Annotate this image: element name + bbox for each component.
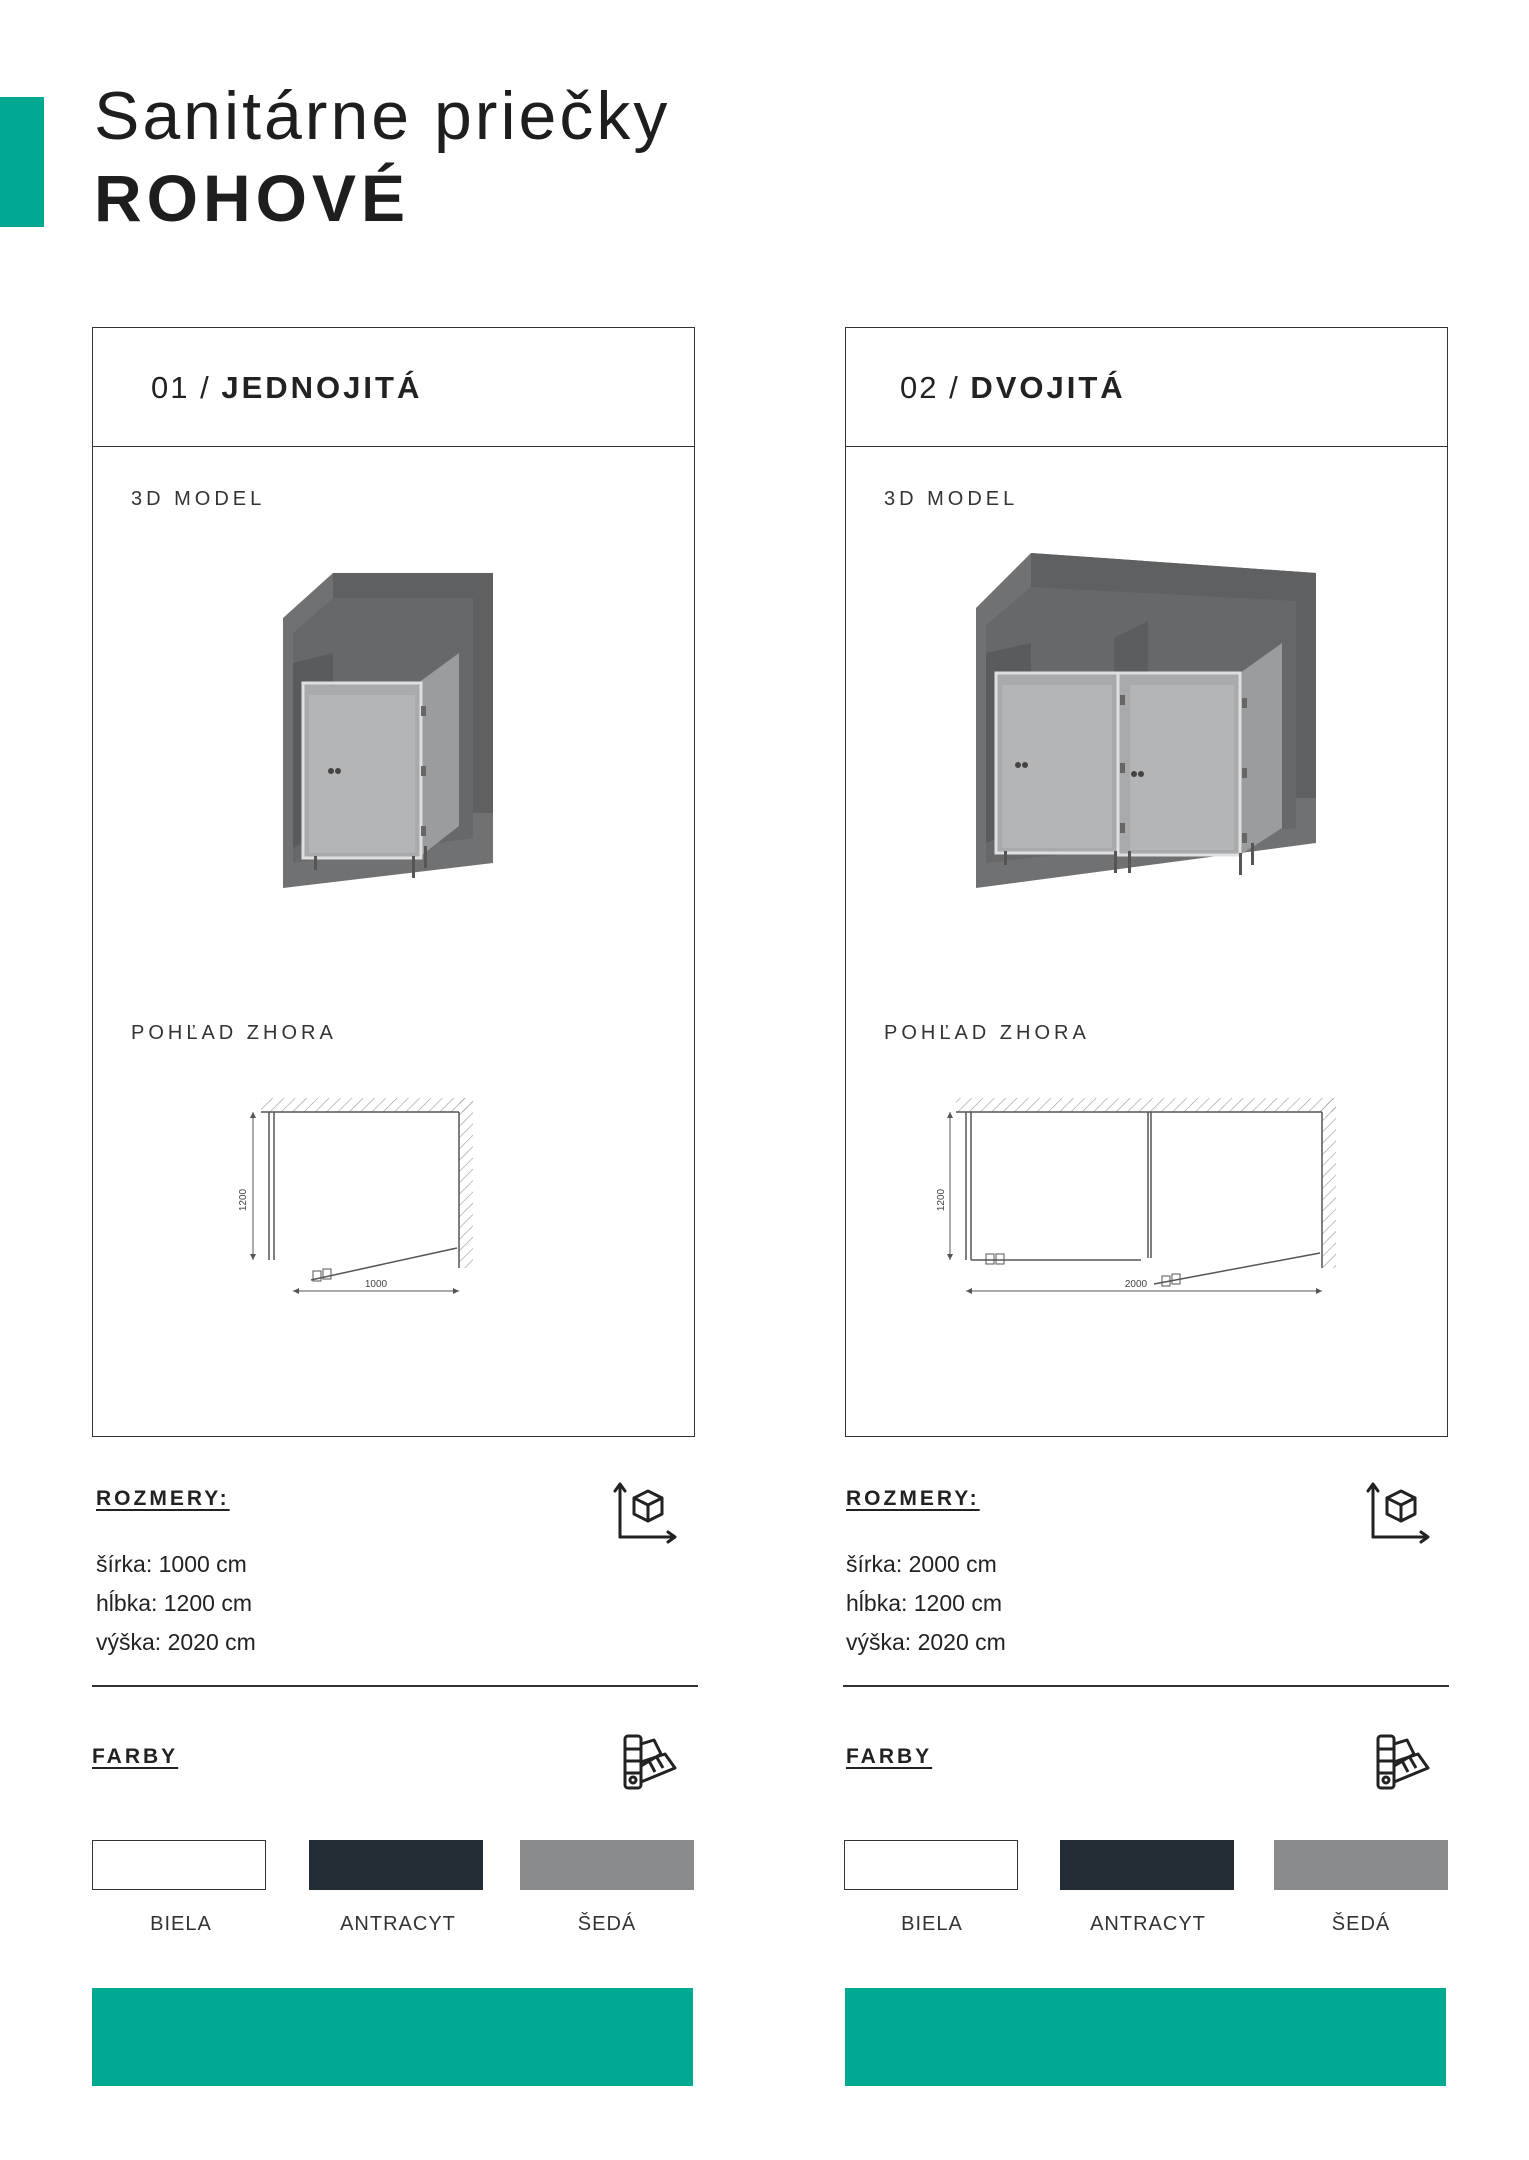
card-title — [900, 370, 1126, 406]
accent-bar — [0, 97, 44, 227]
plan-label: POHĽAD ZHORA — [884, 1022, 1090, 1044]
dimension-height: výška: 2020 cm — [96, 1629, 256, 1655]
swatch-white — [92, 1840, 266, 1890]
3d-dimensions-icon — [1365, 1479, 1431, 1545]
product-column-single — [92, 327, 695, 2087]
plan-depth-label: 1200 — [238, 1188, 249, 1212]
swatch-label-grey: ŠEDÁ — [1331, 1913, 1391, 1935]
card-title — [151, 370, 422, 406]
product-column-double — [845, 327, 1448, 2087]
colors-title: FARBY — [92, 1745, 179, 1768]
colors-title: FARBY — [846, 1745, 933, 1768]
plan-label: POHĽAD ZHORA — [131, 1022, 337, 1044]
product-name: DVOJITÁ — [970, 370, 1126, 405]
section-divider — [92, 1685, 698, 1687]
plan-width-label: 1000 — [364, 1279, 388, 1290]
page-title: Sanitárne priečky — [94, 78, 671, 154]
dimension-height: výška: 2020 cm — [846, 1629, 1006, 1655]
product-name: JEDNOJITÁ — [221, 370, 423, 405]
model-label: 3D MODEL — [884, 488, 1019, 510]
swatch-label-white: BIELA — [901, 1913, 963, 1935]
green-banner[interactable] — [845, 1988, 1446, 2086]
plan-width-label: 2000 — [1124, 1279, 1148, 1290]
3d-dimensions-icon — [612, 1479, 678, 1545]
card-header — [93, 328, 694, 447]
swatch-grey — [1274, 1840, 1448, 1890]
3d-model-single-image — [273, 558, 513, 938]
green-banner[interactable] — [92, 1988, 693, 2086]
3d-model-double-image — [966, 543, 1326, 943]
swatch-label-anthracite: ANTRACYT — [1090, 1913, 1206, 1935]
swatch-anthracite — [1060, 1840, 1234, 1890]
swatch-label-grey: ŠEDÁ — [577, 1913, 637, 1935]
color-palette-icon — [621, 1732, 681, 1792]
swatch-label-white: BIELA — [150, 1913, 212, 1935]
page-subtitle: ROHOVÉ — [94, 161, 411, 235]
top-view-single-plan — [203, 1088, 583, 1328]
dimension-width: šírka: 2000 cm — [846, 1551, 997, 1577]
dimension-depth: hĺbka: 1200 cm — [96, 1590, 252, 1616]
dimensions-title: ROZMERY: — [96, 1487, 230, 1510]
product-number: 02 / — [900, 370, 960, 405]
model-label: 3D MODEL — [131, 488, 266, 510]
card-header — [846, 328, 1447, 447]
plan-depth-label: 1200 — [936, 1188, 947, 1212]
swatch-anthracite — [309, 1840, 483, 1890]
top-view-double-plan — [936, 1088, 1356, 1328]
swatch-grey — [520, 1840, 694, 1890]
swatch-label-anthracite: ANTRACYT — [340, 1913, 456, 1935]
product-card — [845, 327, 1448, 1437]
dimension-width: šírka: 1000 cm — [96, 1551, 247, 1577]
dimension-depth: hĺbka: 1200 cm — [846, 1590, 1002, 1616]
product-card — [92, 327, 695, 1437]
section-divider — [843, 1685, 1449, 1687]
product-number: 01 / — [151, 370, 211, 405]
dimensions-title: ROZMERY: — [846, 1487, 980, 1510]
swatch-white — [844, 1840, 1018, 1890]
color-palette-icon — [1374, 1732, 1434, 1792]
